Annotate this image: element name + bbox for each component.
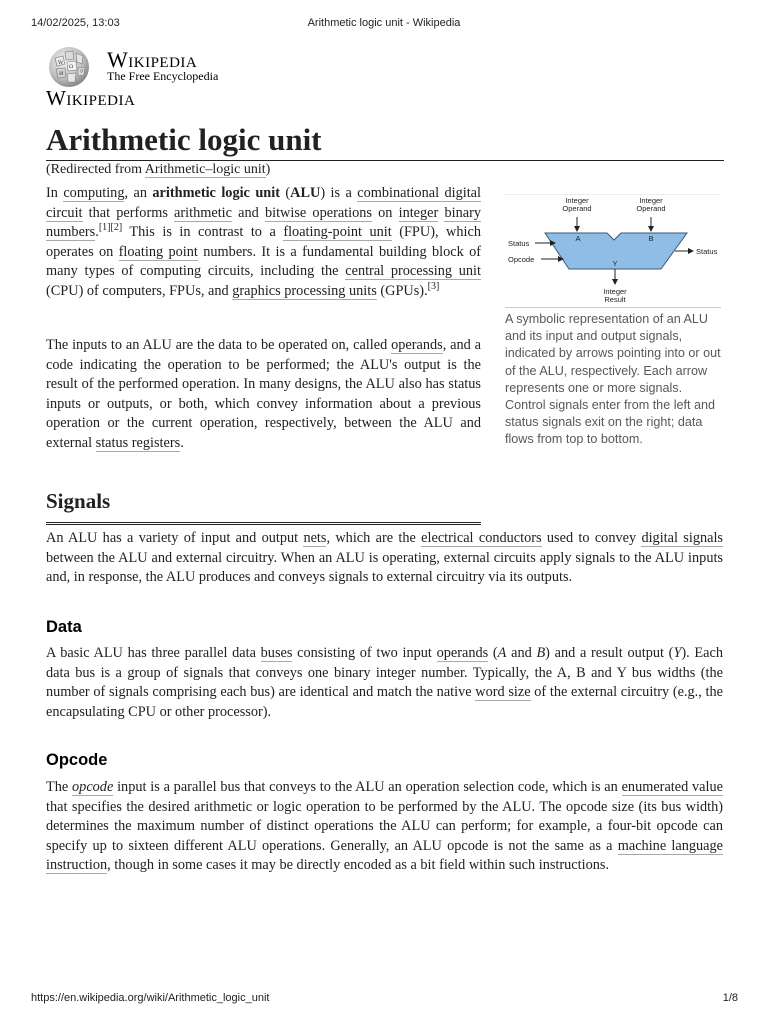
link-arithmetic[interactable]: arithmetic xyxy=(174,204,233,221)
svg-text:ウ: ウ xyxy=(79,69,85,75)
logo-tagline: The Free Encyclopedia xyxy=(107,69,219,83)
print-page-title: Arithmetic logic unit - Wikipedia xyxy=(307,17,461,29)
link-buses[interactable]: buses xyxy=(260,645,293,661)
ref-link-3[interactable]: [3] xyxy=(427,281,440,293)
link-combinational-digital-circuit[interactable]: combinational digital circuit xyxy=(46,185,481,221)
diagram-label-b: B xyxy=(648,234,654,243)
section-heading-signals: Signals xyxy=(46,486,481,525)
print-datetime: 14/02/2025, 13:03 xyxy=(31,17,120,29)
link-word-size[interactable]: word size xyxy=(475,684,531,701)
diagram-label-operand-a: Integer Operand xyxy=(562,196,592,213)
diagram-label-status-out: Status xyxy=(696,247,718,256)
wikipedia-globe-icon xyxy=(45,44,97,88)
link-bitwise-operations[interactable]: bitwise operations xyxy=(264,204,372,221)
intro-paragraph-1: In computing, an arithmetic logic unit (ALU) is a combinational digital circuit that performs arithmetic and bitwise operations on integer binary numbers.[1][2] This is in contrast to a floating-point unit (FPU), which operates on floating point numbers. It is a fundamental building block of many types of computing circuits, including the central processing unit (CPU) of computers, FPUs, and graphics processing units (GPUs).[3] xyxy=(46,185,482,299)
opcode-paragraph: The opcode input is a parallel bus that conveys to the ALU an operation selection code, which is an enumerated value that specifies the desired arithmetic or logic operation to be performed by the ALU. The opcode size (its bus width) determines the maximum number of distinct operations the ALU can perform; for example, a four-bit opcode can specify up to sixteen different ALU operations. Generally, an ALU opcode is not the same as a machine language instruction, though in some cases it may be directly encoded as a bit field within such instructions. xyxy=(46,779,723,874)
link-operands-data[interactable]: operands xyxy=(436,645,489,661)
signals-paragraph: An ALU has a variety of input and output nets, which are the electrical conductors used to convey digital signals between the ALU and external circuitry. When an ALU is operating, external circuits apply signals to the ALU inputs and, in response, the ALU produces and conveys signals to external circuitry via its outputs. xyxy=(46,530,723,586)
link-central-processing-unit[interactable]: central processing unit xyxy=(345,263,481,280)
figure-caption: A symbolic representation of an ALU and its input and output signals, indicated by arrows pointing into or out of the ALU, respectively. Each arrow represents one or more signals. Control signals enter from the left and status signals exit on the right; data flows from top to bottom. xyxy=(505,312,721,447)
link-machine-language-instruction[interactable]: machine language instruction xyxy=(46,837,723,874)
section-heading-data: Data xyxy=(46,618,82,636)
logo-wordmark-secondary: Wikipedia xyxy=(46,86,136,110)
ref-link-2[interactable]: [2] xyxy=(110,222,123,234)
data-paragraph: A basic ALU has three parallel data buses consisting of two input operands (A and B) and a result output (Y). Each data bus is a group of signals that conveys one binary integer number. Typically, the A, B and Y bus widths (the number of signals comprising each bus) are identical and match the native word size of the external circuitry (e.g., the encapsulating CPU or other processor). xyxy=(46,645,723,720)
diagram-label-operand-b: Integer Operand xyxy=(636,196,666,213)
link-binary-numbers[interactable]: binary numbers xyxy=(46,204,481,241)
diagram-label-a: A xyxy=(575,234,581,243)
redirect-note: (Redirected from Arithmetic–logic unit) xyxy=(46,162,271,177)
link-nets[interactable]: nets xyxy=(303,530,327,546)
link-digital-signals[interactable]: digital signals xyxy=(641,530,723,546)
ref-link-1[interactable]: [1] xyxy=(98,222,111,234)
link-graphics-processing-units[interactable]: graphics processing units xyxy=(232,282,377,299)
wikipedia-logo[interactable] xyxy=(45,44,245,108)
diagram-label-y: Y xyxy=(612,259,618,268)
alu-diagram[interactable] xyxy=(505,194,721,308)
alu-figure xyxy=(505,194,721,449)
diagram-label-status-in: Status xyxy=(508,239,530,248)
print-url: https://en.wikipedia.org/wiki/Arithmetic_logic_unit xyxy=(31,992,270,1004)
section-heading-opcode: Opcode xyxy=(46,751,108,769)
logo-wordmark: Wikipedia xyxy=(107,47,198,72)
link-operands[interactable]: operands xyxy=(391,337,443,353)
link-floating-point-unit[interactable]: floating-point unit xyxy=(283,224,392,241)
svg-text:Ω: Ω xyxy=(69,64,74,70)
link-electrical-conductors[interactable]: electrical conductors xyxy=(421,530,542,546)
page-title: Arithmetic logic unit xyxy=(46,120,724,161)
link-computing[interactable]: computing xyxy=(63,185,125,201)
print-page-number: 1/8 xyxy=(722,992,738,1004)
intro-paragraph-2: The inputs to an ALU are the data to be operated on, called operands, and a code indicating the operation to be performed; the ALU's output is the result of the performed operation. In many designs, the ALU also has status inputs or outputs, or both, which convey information about a previous operation or the current operation, respectively, between the ALU and external status registers. xyxy=(46,337,481,451)
link-integer[interactable]: integer xyxy=(398,204,439,221)
link-floating-point[interactable]: floating point xyxy=(118,243,198,260)
redirect-link[interactable]: Arithmetic–logic unit xyxy=(144,162,266,177)
diagram-label-opcode: Opcode xyxy=(508,255,535,264)
link-enumerated-value[interactable]: enumerated value xyxy=(621,779,723,795)
svg-text:W: W xyxy=(58,60,64,66)
link-opcode[interactable]: opcode xyxy=(72,779,114,795)
link-status-registers[interactable]: status registers xyxy=(95,434,181,451)
svg-text:И: И xyxy=(59,71,64,77)
diagram-label-result: Integer Result xyxy=(603,287,627,304)
